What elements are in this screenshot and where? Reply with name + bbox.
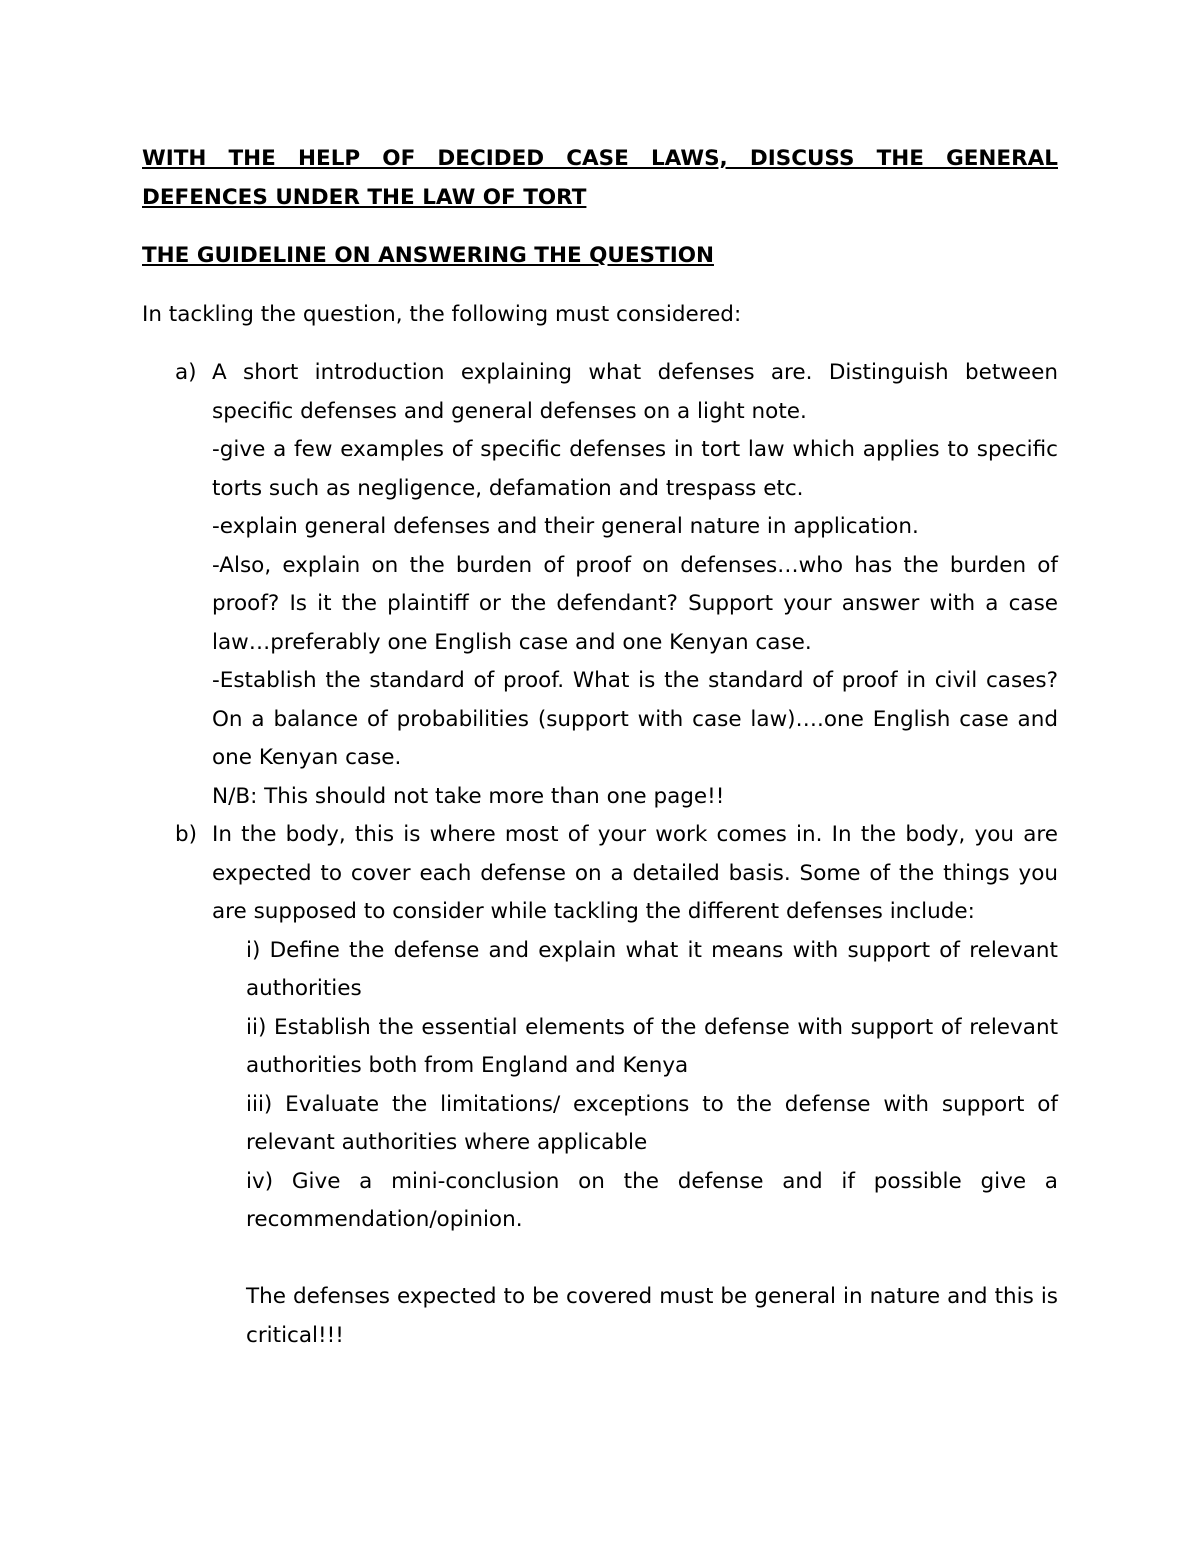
item-a-paragraph: -Establish the standard of proof. What is the standard of proof in civil cases? On a balance of probabilities (support with case law)….one English case and one Kenyan case. [212, 668, 1058, 770]
subpoint-iii: iii) Evaluate the limitations/ exceptions to the defense with support of relevant authorities where applicable [246, 1091, 1058, 1155]
subpoint-iv: iv) Give a mini-conclusion on the defense and if possible give a recommendation/opinion. [246, 1168, 1058, 1232]
item-a-paragraph: -give a few examples of specific defenses in tort law which applies to specific torts such as negligence, defamation and trespass etc. [212, 437, 1058, 501]
item-a-paragraph: -Also, explain on the burden of proof on defenses…who has the burden of proof? Is it the plaintiff or the defendant? Support your answer with a case law…preferably one English case and one Kenyan case. [212, 552, 1058, 655]
item-a-paragraph: -explain general defenses and their general nature in application. [212, 514, 919, 539]
subpoint-i: i) Define the defense and explain what it means with support of relevant authorities [246, 937, 1058, 1001]
document-body [142, 140, 1058, 1355]
list-item-b [142, 816, 1058, 1355]
item-b-paragraph: In the body, this is where most of your work comes in. In the body, you are expected to cover each defense on a detailed basis. Some of the things you are supposed to consider while tackling the different defenses include: [212, 822, 1058, 924]
document-title: WITH THE HELP OF DECIDED CASE LAWS, DISCUSS THE GENERAL DEFENCES UNDER THE LAW OF TORT [142, 146, 1058, 210]
guideline-heading: THE GUIDELINE ON ANSWERING THE QUESTION [142, 243, 714, 268]
intro-text: In tackling the question, the following must considered: [142, 301, 742, 327]
spacer [212, 1240, 1058, 1279]
closing-note: The defenses expected to be covered must be general in nature and this is critical!!! [246, 1284, 1058, 1348]
list-marker-a: a) [175, 360, 197, 385]
list-item-a [142, 354, 1058, 816]
item-a-paragraph: A short introduction explaining what defenses are. Distinguish between specific defenses and general defenses on a light note. [212, 360, 1058, 424]
guideline-list [142, 354, 1058, 1355]
subpoint-ii: ii) Establish the essential elements of the defense with support of relevant authorities both from England and Kenya [246, 1014, 1058, 1078]
item-a-note: N/B: This should not take more than one page!! [212, 783, 725, 809]
list-marker-b: b) [175, 822, 198, 847]
